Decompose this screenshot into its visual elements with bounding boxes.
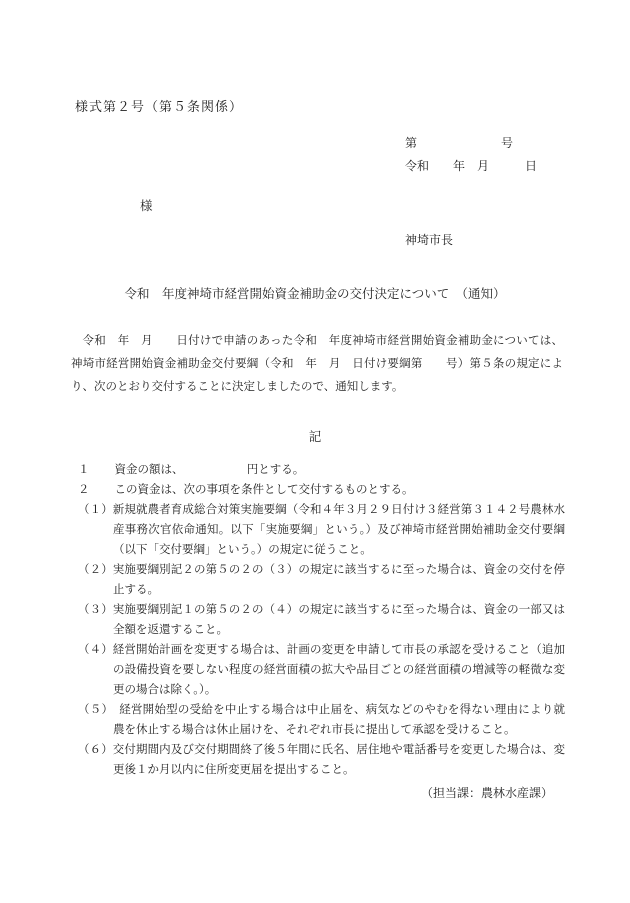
list-item-2 <box>78 480 565 500</box>
sub-item-2 <box>78 560 565 600</box>
sub-item-3 <box>78 600 565 640</box>
sub-item-text: 実施要綱別記２の第５の２の（３）の規定に該当するに至った場合は、資金の交付を停止する。 <box>112 564 565 596</box>
sub-item-text: 交付期間内及び交付期間終了後５年間に氏名、居住地や電話番号を変更した場合は、変更後１か月以内に住所変更届を提出すること。 <box>112 744 565 776</box>
item-text: 資金の額は、 円とする。 <box>114 464 305 476</box>
document-number-line: 第 号 <box>405 136 514 150</box>
sub-item-4 <box>78 640 565 700</box>
sub-item-5 <box>78 700 565 740</box>
sub-item-text: 新規就農者育成総合対策実施要綱（令和４年３月２９日付け３経営第３１４２号農林水産事務次官依命通知。以下「実施要綱」という。）及び神埼市経営開始補助金交付要綱（以下「交付要綱」という。）の規定に従うこと。 <box>112 504 565 556</box>
sub-item-text: 経営開始型の受給を中止する場合は中止届を、病気などのやむを得ない理由により就農を休止する場合は休止届けを、それぞれ市長に提出して承認を受けること。 <box>107 704 566 736</box>
contact-department-note: （担当課：農林水産課） <box>420 786 553 800</box>
sub-item-number: （１） <box>78 504 113 516</box>
sub-item-number: （４） <box>78 644 113 656</box>
item-number: １ <box>78 464 90 476</box>
date-line: 令和 年 月 日 <box>405 159 538 173</box>
sub-item-number: （３） <box>78 604 113 616</box>
sub-item-number: （５） <box>78 704 108 716</box>
item-text: この資金は、次の事項を条件として交付するものとする。 <box>114 484 414 496</box>
sub-item-text: 経営開始計画を変更する場合は、計画の変更を申請して市長の承認を受けること（追加の設備投資を要しない程度の経営面積の拡大や品目ごとの経営面積の増減等の軽微な変更の場合は除く。）。 <box>112 644 565 696</box>
sender-name: 神埼市長 <box>405 233 454 247</box>
sub-item-1 <box>78 500 565 560</box>
item-number: ２ <box>78 484 90 496</box>
sub-item-6 <box>78 740 565 780</box>
document-title: 令和 年度神埼市経営開始資金補助金の交付決定について （通知） <box>124 287 506 301</box>
record-heading: 記 <box>308 430 322 444</box>
form-number-label: 様式第２号（第５条関係） <box>75 99 244 114</box>
list-item-1 <box>78 460 565 480</box>
sub-item-number: （２） <box>78 564 113 576</box>
sub-item-text: 実施要綱別記１の第５の２の（４）の規定に該当するに至った場合は、資金の一部又は全額を返還すること。 <box>112 604 565 636</box>
addressee-honorific: 様 <box>140 199 153 213</box>
sub-item-number: （６） <box>78 744 113 756</box>
conditions-list <box>78 460 565 780</box>
body-paragraph: 令和 年 月 日付けで申請のあった令和 年度神埼市経営開始資金補助金については、神埼市経営開始資金補助金交付要綱（令和 年 月 日付け要綱第 号）第５条の規定により、次のとおり交付することに決定しましたので、通知します。 <box>71 335 563 393</box>
